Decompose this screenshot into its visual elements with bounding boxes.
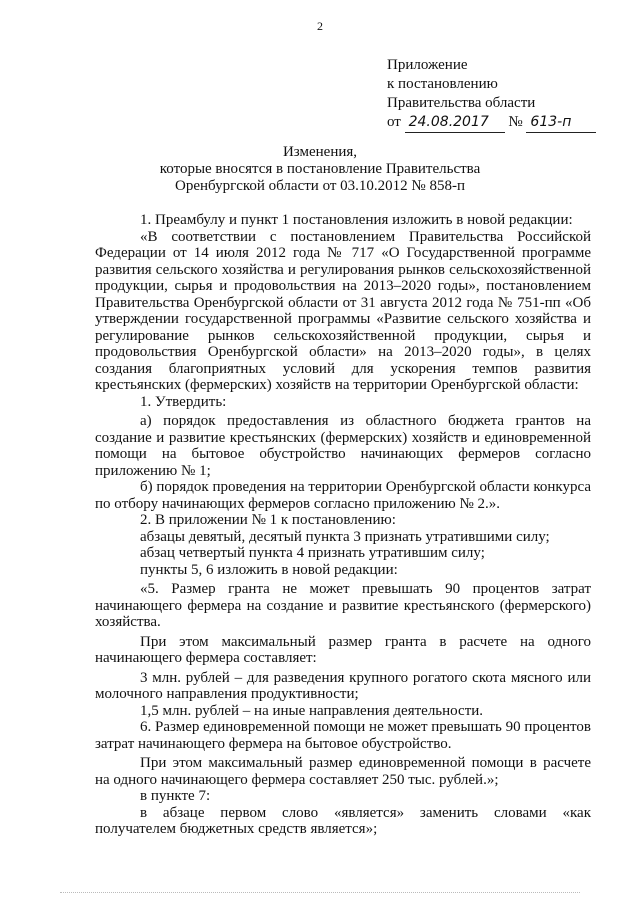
paragraph: «5. Размер гранта не может превышать 90 процентов затрат начинающего фермера на создание и развитие крестьянского (фермерского) хозяйства. bbox=[95, 581, 591, 630]
paragraph: 1. Преамбулу и пункт 1 постановления изложить в новой редакции: bbox=[140, 212, 573, 228]
appendix-line-1: Приложение bbox=[387, 57, 468, 73]
appendix-header bbox=[387, 56, 596, 133]
title-line-2: которые вносятся в постановление Правительства bbox=[159, 161, 481, 177]
paragraph: «В соответствии с постановлением Правительства Российской Федерации от 14 июля 2012 года № 717 «О Государственной программе развития сельского хозяйства и регулирования рынков сельскохозяйственной продукции, сырья и продовольствия на 2013–2020 годы», постановлением Правительства Оренбургской области от 31 августа 2012 года № 751-пп «Об утверждении государственной программы «Развитие сельского хозяйства и регулирование рынков сельскохозяйственной продукции, сырья и продовольствия Оренбургской области» на 2013–2020 годы», в целях создания благоприятных условий для ускорения темпов развития крестьянских (фермерских) хозяйств на территории Оренбургской области: bbox=[95, 228, 591, 393]
paragraph: в абзаце первом слово «является» заменить словами «как получателем бюджетных средств является»; bbox=[95, 804, 591, 837]
paragraph: При этом максимальный размер гранта в расчете на одного начинающего фермера составляет: bbox=[95, 633, 591, 666]
paragraph: в пункте 7: bbox=[140, 788, 211, 804]
appendix-date-line bbox=[387, 113, 596, 133]
paragraph: пункты 5, 6 изложить в новой редакции: bbox=[140, 561, 398, 578]
handwritten-number: 613-п bbox=[526, 113, 596, 133]
paragraph: При этом максимальный размер единовременной помощи в расчете на одного начинающего фермера составляет 250 тыс. рублей.»; bbox=[95, 755, 591, 788]
paragraph: абзацы девятый, десятый пункта 3 признать утратившими силу; bbox=[140, 528, 550, 545]
paragraph: 2. В приложении № 1 к постановлению: bbox=[140, 512, 396, 528]
paragraph: 3 млн. рублей – для разведения крупного рогатого скота мясного или молочного направления продуктивности; bbox=[95, 669, 591, 702]
number-label: № bbox=[508, 114, 523, 130]
document-body bbox=[95, 212, 591, 838]
appendix-line-3: Правительства области bbox=[387, 95, 536, 111]
paragraph: а) порядок предоставления из областного бюджета грантов на создание и развитие крестьянских (фермерских) хозяйств и единовременной помощи на бытовое обустройство начинающих фермеров согласно приложению № 1; bbox=[95, 413, 591, 479]
appendix-line-2: к постановлению bbox=[387, 76, 498, 92]
scan-edge-divider bbox=[60, 892, 580, 893]
from-label: от bbox=[387, 114, 401, 130]
handwritten-date: 24.08.2017 bbox=[405, 113, 505, 133]
page-number: 2 bbox=[317, 19, 323, 33]
paragraph: 1,5 млн. рублей – на иные направления деятельности. bbox=[140, 702, 484, 719]
title-line-3: Оренбургской области от 03.10.2012 № 858-п bbox=[174, 178, 466, 194]
paragraph: абзац четвертый пункта 4 признать утратившим силу; bbox=[140, 545, 485, 561]
paragraph: 1. Утвердить: bbox=[140, 393, 227, 410]
document-title bbox=[0, 144, 640, 195]
paragraph: 6. Размер единовременной помощи не может превышать 90 процентов затрат начинающего фермера на бытовое обустройство. bbox=[95, 719, 591, 752]
title-line-1: Изменения, bbox=[282, 144, 358, 160]
paragraph: б) порядок проведения на территории Оренбургской области конкурса по отбору начинающих фермеров согласно приложению № 2.». bbox=[95, 479, 591, 512]
